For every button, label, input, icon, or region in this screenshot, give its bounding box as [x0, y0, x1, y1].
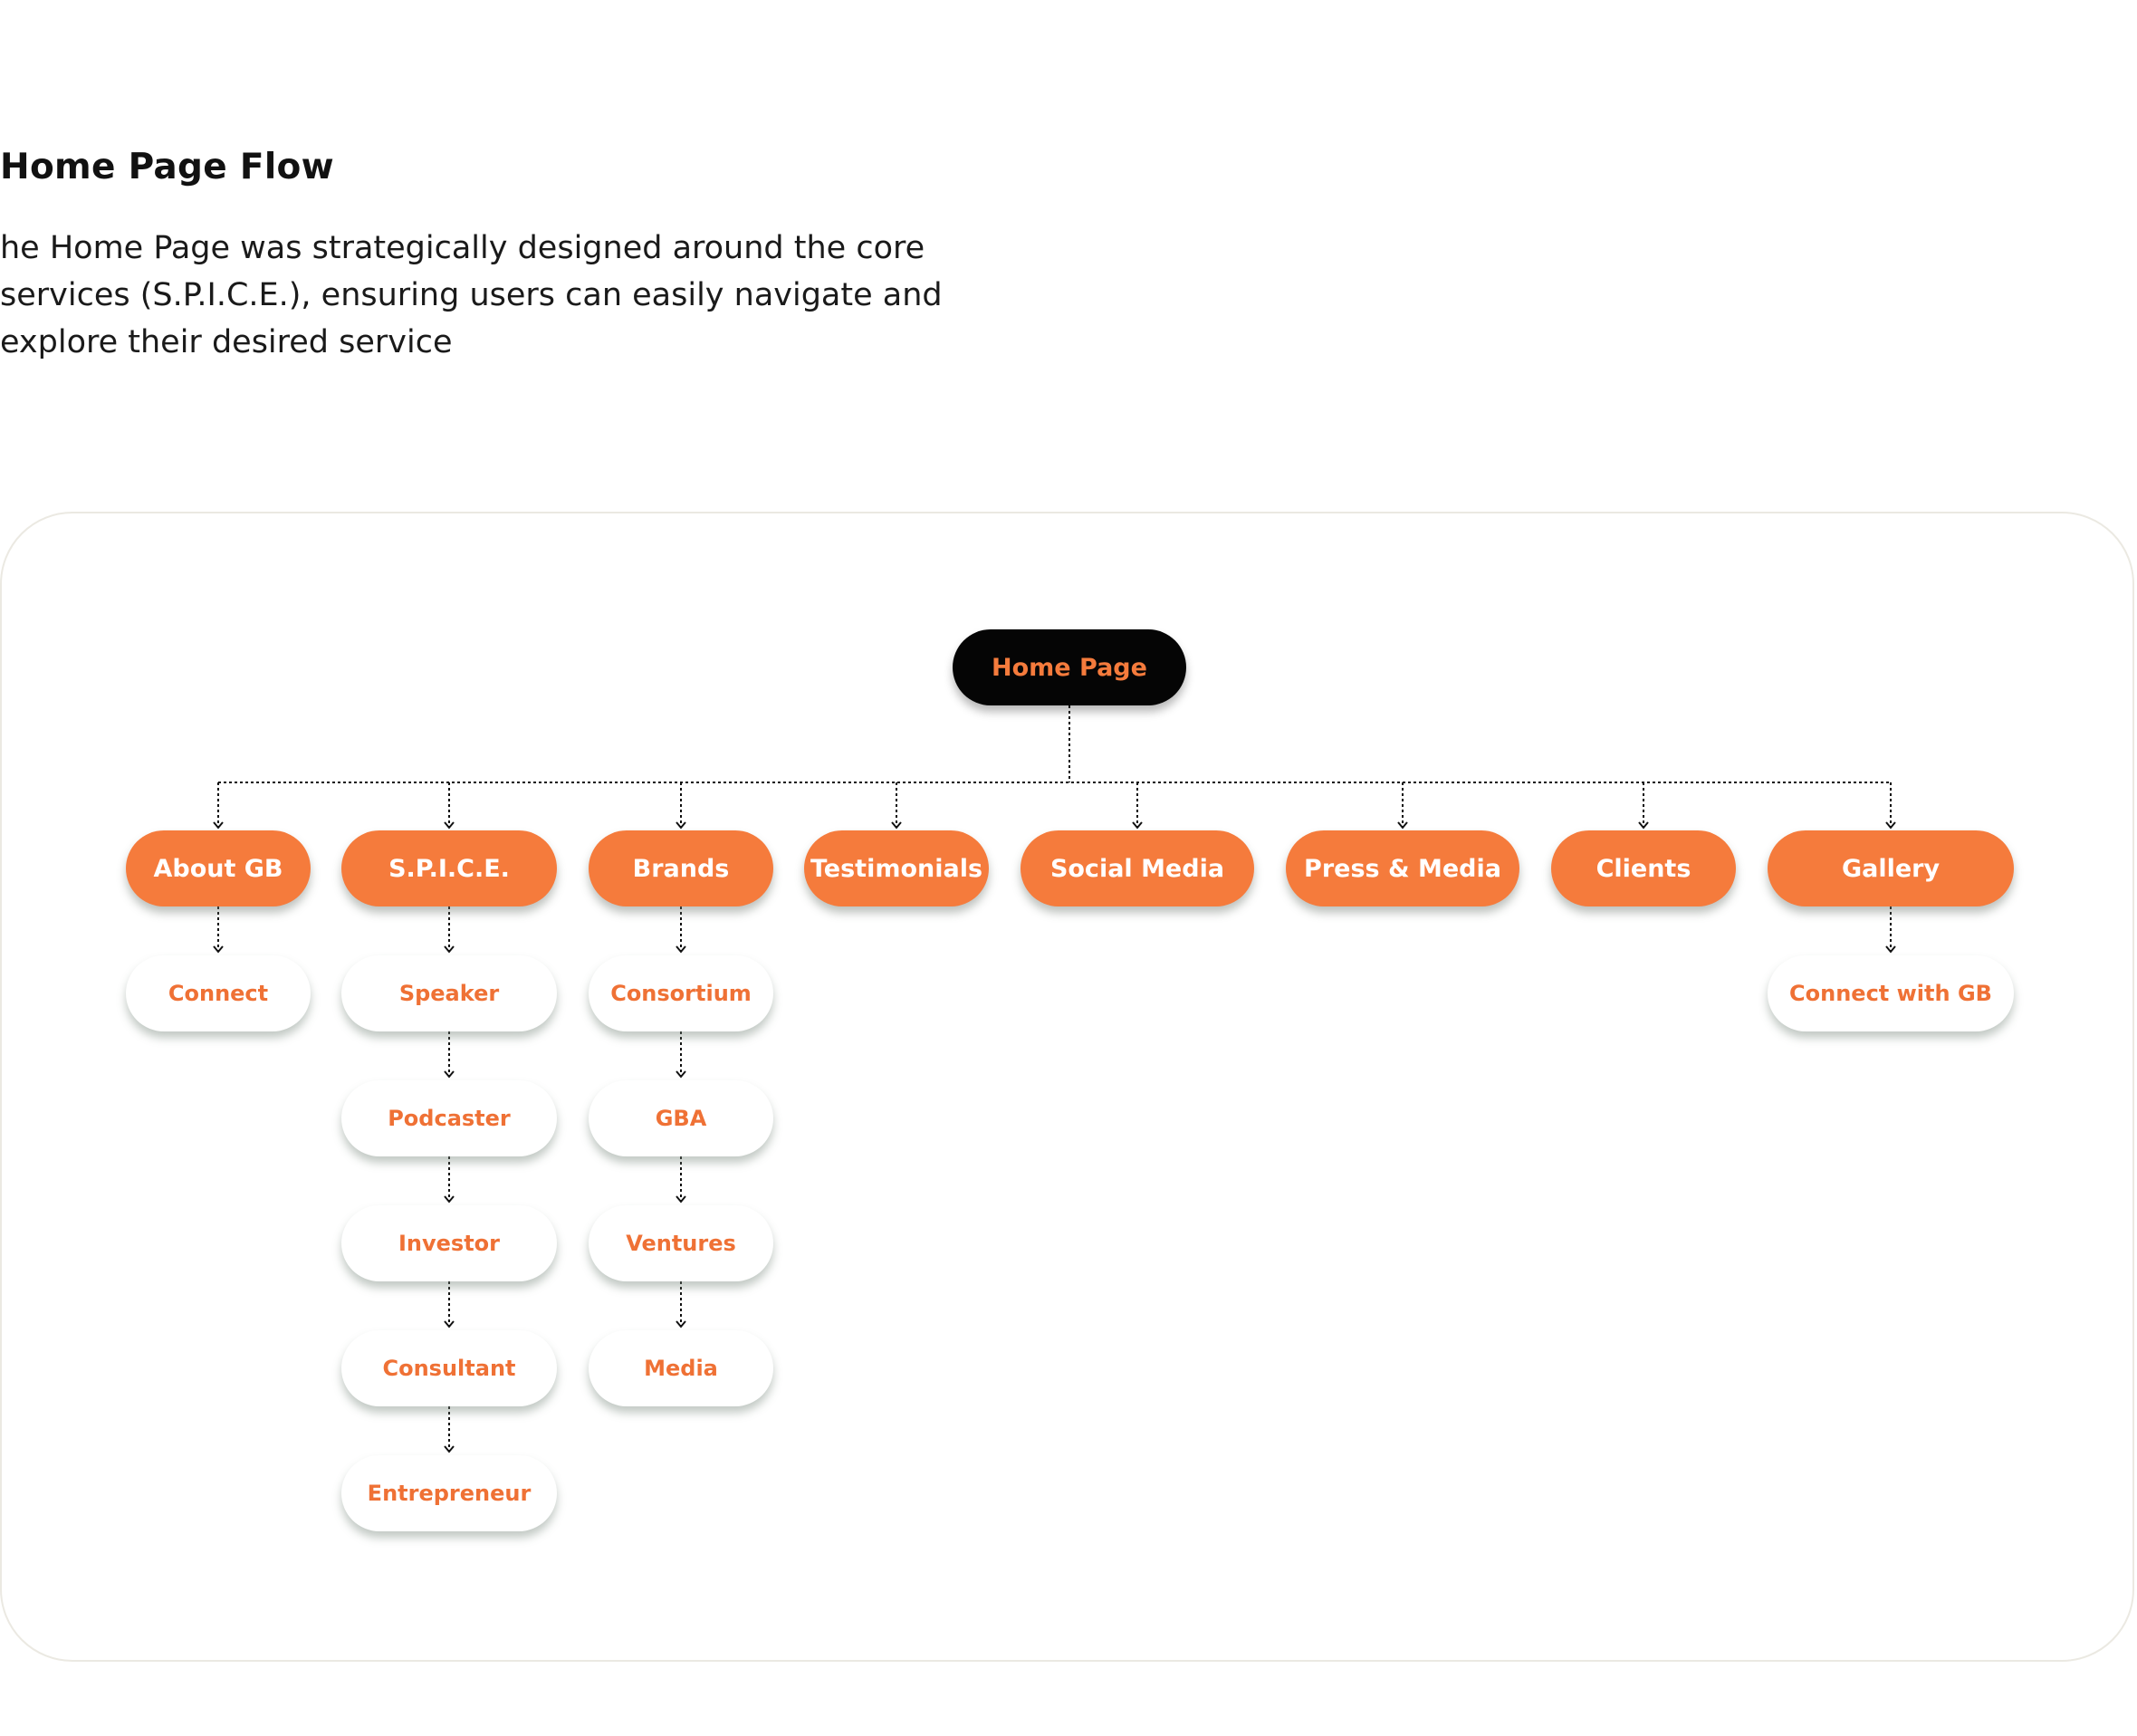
node-speaker[interactable]: Speaker	[341, 955, 557, 1031]
node-entrepreneur[interactable]: Entrepreneur	[341, 1455, 557, 1531]
node-social-media[interactable]: Social Media	[1021, 830, 1254, 906]
node-clients[interactable]: Clients	[1551, 830, 1736, 906]
description-line: he Home Page was strategically designed around the core	[0, 230, 925, 266]
node-media[interactable]: Media	[589, 1330, 773, 1406]
node-investor[interactable]: Investor	[341, 1205, 557, 1281]
node-connect[interactable]: Connect	[126, 955, 311, 1031]
node-gba[interactable]: GBA	[589, 1080, 773, 1156]
node-consultant[interactable]: Consultant	[341, 1330, 557, 1406]
node-press-media[interactable]: Press & Media	[1286, 830, 1519, 906]
node-spice[interactable]: S.P.I.C.E.	[341, 830, 557, 906]
node-consortium[interactable]: Consortium	[589, 955, 773, 1031]
node-podcaster[interactable]: Podcaster	[341, 1080, 557, 1156]
node-gallery[interactable]: Gallery	[1768, 830, 2014, 906]
node-brands[interactable]: Brands	[589, 830, 773, 906]
node-testimonials[interactable]: Testimonials	[804, 830, 989, 906]
description-line: explore their desired service	[0, 324, 453, 360]
node-connect-with-gb[interactable]: Connect with GB	[1768, 955, 2014, 1031]
node-home-page[interactable]: Home Page	[953, 629, 1186, 705]
flow-diagram-canvas	[0, 512, 2134, 1662]
description-line: services (S.P.I.C.E.), ensuring users can easily navigate and	[0, 277, 943, 313]
node-about-gb[interactable]: About GB	[126, 830, 311, 906]
node-ventures[interactable]: Ventures	[589, 1205, 773, 1281]
page-title: Home Page Flow	[0, 147, 334, 187]
page-description	[0, 225, 996, 366]
